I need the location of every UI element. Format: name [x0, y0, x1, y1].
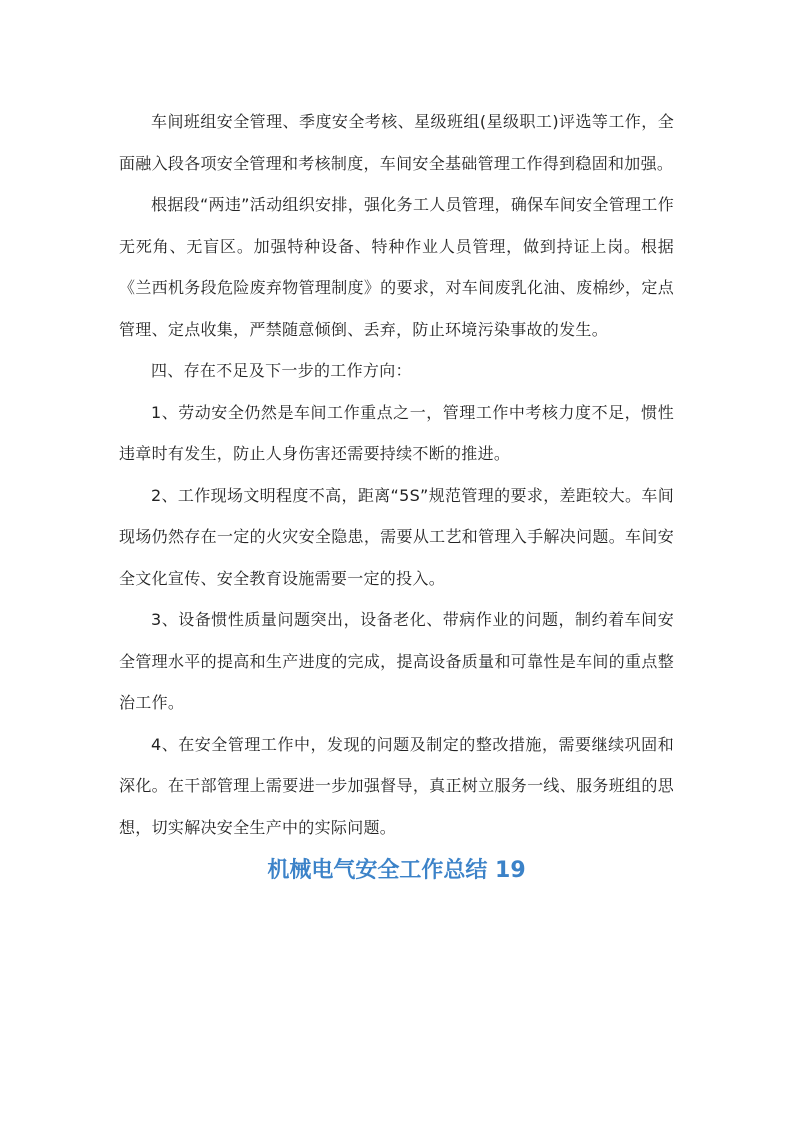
paragraph-shortcomings-heading: 四、存在不足及下一步的工作方向： — [151, 361, 412, 380]
paragraph-item-4: 4、在安全管理工作中，发现的问题及制定的整改措施，需要继续巩固和深化。在干部管理上需要进一步加强督导，真正树立服务一线、服务班组的思想，切实解决安全生产中的实际问题。 — [119, 734, 674, 837]
paragraph-item-3: 3、设备惯性质量问题突出，设备老化、带病作业的问题，制约着车间安全管理水平的提高和生产进度的完成，提高设备质量和可靠性是车间的重点整治工作。 — [119, 610, 674, 712]
section-heading: 机械电气安全工作总结 19 — [267, 858, 526, 883]
paragraph-item-2: 2、工作现场文明程度不高，距离“5S”规范管理的要求，差距较大。车间现场仍然存在一定的火灾安全隐患，需要从工艺和管理入手解决问题。车间安全文化宣传、安全教育设施需要一定的投入。 — [119, 485, 674, 588]
paragraph-two-violations: 根据段“两违”活动组织安排，强化务工人员管理，确保车间安全管理工作无死角、无盲区。加强特种设备、特种作业人员管理，做到持证上岗。根据《兰西机务段危险废弃物管理制度》的要求，对车间废乳化油、废棉纱，定点管理、定点收集，严禁随意倾倒、丢弃，防止环境污染事故的发生。 — [119, 195, 674, 339]
paragraph-item-1: 1、劳动安全仍然是车间工作重点之一，管理工作中考核力度不足，惯性违章时有发生，防止人身伤害还需要持续不断的推进。 — [119, 402, 674, 463]
document-page — [119, 101, 674, 888]
paragraph-team-safety: 车间班组安全管理、季度安全考核、星级班组(星级职工)评选等工作，全面融入段各项安全管理和考核制度，车间安全基础管理工作得到稳固和加强。 — [119, 112, 674, 173]
